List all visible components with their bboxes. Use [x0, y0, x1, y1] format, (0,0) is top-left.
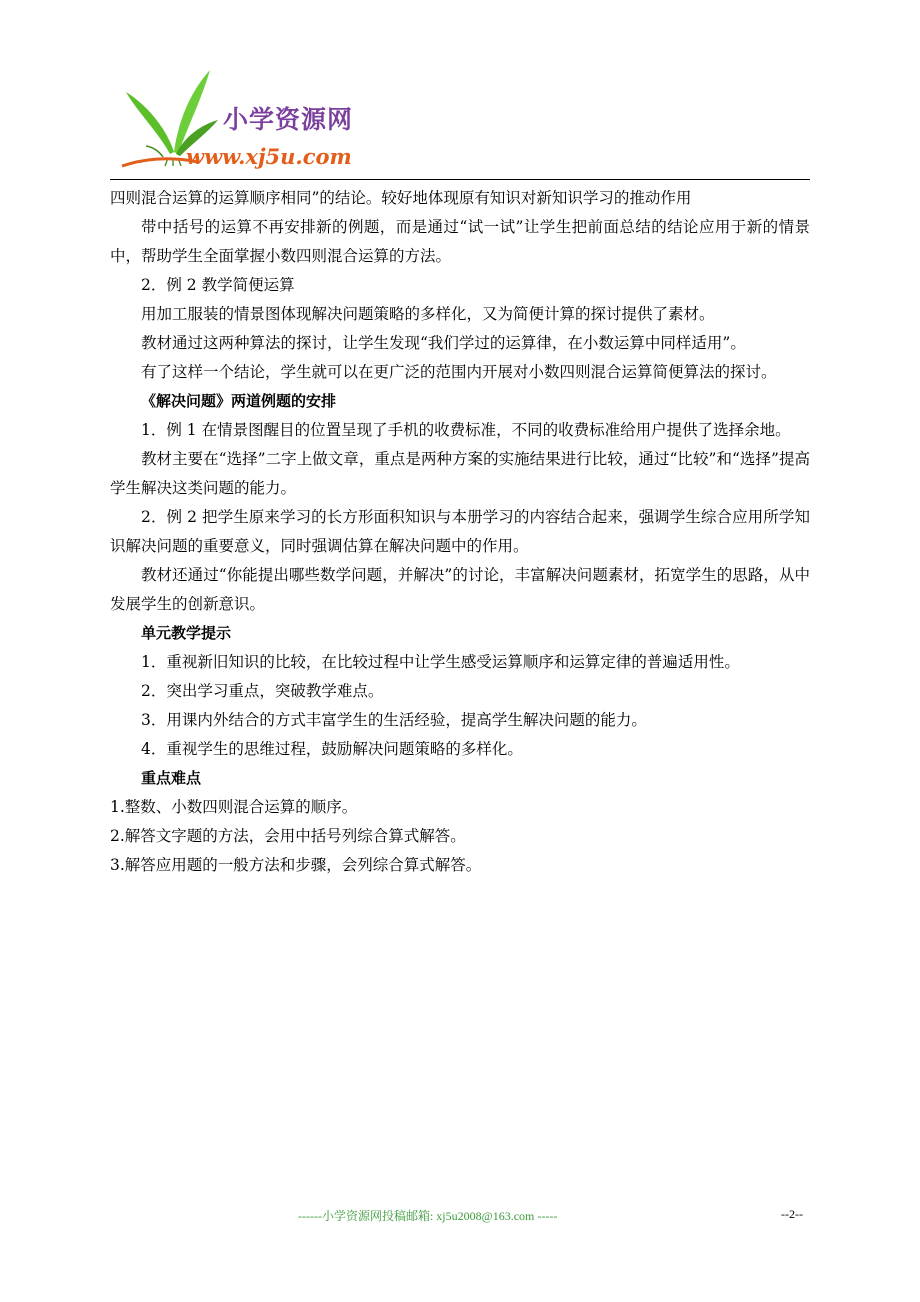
list-item: 2.解答文字题的方法，会用中括号列综合算式解答。 [110, 827, 466, 845]
logo-url: www.xj5u.com [186, 144, 352, 169]
paragraph: 用加工服装的情景图体现解决问题策略的多样化，又为简便计算的探讨提供了素材。 [141, 305, 715, 323]
paragraph: 四则混合运算的运算顺序相同”的结论。较好地体现原有知识对新知识学习的推动作用 [110, 189, 692, 207]
footer-contact: ------小学资源网投稿邮箱: xj5u2008@163.com ----- [298, 1209, 558, 1223]
paragraph: 有了这样一个结论，学生就可以在更广泛的范围内开展对小数四则混合运算简便算法的探讨。 [141, 363, 777, 381]
section-heading: 《解决问题》两道例题的安排 [141, 392, 337, 410]
paragraph: 2．突出学习重点，突破教学难点。 [141, 682, 384, 700]
section-heading: 单元教学提示 [141, 624, 232, 642]
site-logo [118, 62, 388, 172]
paragraph: 2．例 2 把学生原来学习的长方形面积知识与本册学习的内容结合起来，强调学生综合应用所学知识解决问题的重要意义，同时强调估算在解决问题中的作用。 [110, 508, 810, 555]
paragraph: 带中括号的运算不再安排新的例题，而是通过“试一试”让学生把前面总结的结论应用于新的情景中，帮助学生全面掌握小数四则混合运算的方法。 [110, 218, 810, 265]
paragraph: 2．例 2 教学简便运算 [141, 276, 295, 294]
list-item: 1.整数、小数四则混合运算的顺序。 [110, 798, 358, 816]
page-header [110, 62, 810, 180]
paragraph: 教材主要在“选择”二字上做文章，重点是两种方案的实施结果进行比较，通过“比较”和“选择”提高学生解决这类问题的能力。 [110, 450, 810, 497]
document-body [110, 184, 810, 880]
paragraph: 教材还通过“你能提出哪些数学问题，并解决”的讨论，丰富解决问题素材，拓宽学生的思路，从中发展学生的创新意识。 [110, 566, 810, 613]
header-divider [110, 179, 810, 180]
paragraph: 教材通过这两种算法的探讨，让学生发现“我们学过的运算律，在小数运算中同样适用”。 [141, 334, 746, 352]
section-heading: 重点难点 [141, 769, 202, 787]
paragraph: 1．例 1 在情景图醒目的位置呈现了手机的收费标准，不同的收费标准给用户提供了选择余地。 [141, 421, 791, 439]
list-item: 3.解答应用题的一般方法和步骤，会列综合算式解答。 [110, 856, 482, 874]
paragraph: 4．重视学生的思维过程，鼓励解决问题策略的多样化。 [141, 740, 523, 758]
logo-title: 小学资源网 [223, 105, 354, 134]
paragraph: 3．用课内外结合的方式丰富学生的生活经验，提高学生解决问题的能力。 [141, 711, 647, 729]
paragraph: 1．重视新旧知识的比较，在比较过程中让学生感受运算顺序和运算定律的普遍适用性。 [141, 653, 740, 671]
page-number: --2-- [781, 1207, 803, 1221]
